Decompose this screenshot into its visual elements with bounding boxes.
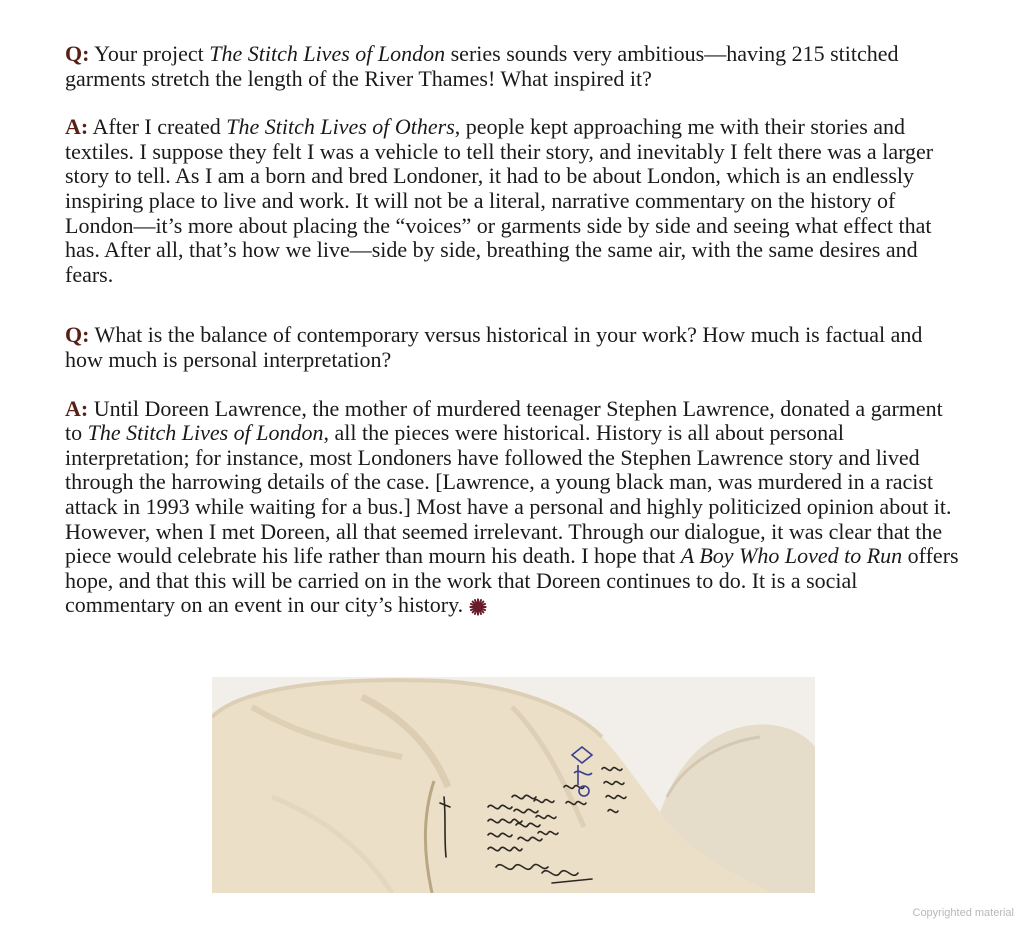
- work-title: The Stitch Lives of Others: [226, 114, 455, 140]
- question-label: Q:: [65, 322, 90, 348]
- question-text: Your project: [89, 41, 210, 66]
- series-title: The Stitch Lives of London: [209, 41, 446, 66]
- answer-1: [65, 115, 965, 287]
- article-body: [65, 42, 965, 618]
- question-label: Q:: [65, 41, 90, 66]
- answer-text: After I created: [88, 114, 227, 140]
- answer-text: , all the pieces were historical. History is all about personal interpretation; for instance, most Londoners have followed the Stephen Lawrence story and lived through the harrowing details of the case. [Lawrence, a young black man, was murdered in a racist attack in 1993 while waiting for a bus.] Most have a personal and highly politicized opinion about it. However, when I met Doreen, all that seemed irrelevant. Through our dialogue, it was clear that the piece would celebrate his life rather than mourn his death. I hope that: [65, 420, 952, 569]
- starburst-icon: [469, 597, 487, 615]
- answer-2: [65, 397, 965, 618]
- garment-title: A Boy Who Loved to Run: [680, 543, 903, 569]
- answer-text: Until Doreen Lawrence, the mother of murdered teenager Stephen Lawrence, donated a garment to: [65, 395, 943, 446]
- series-title: The Stitch Lives of London: [87, 420, 324, 446]
- answer-text: , people kept approaching me with their stories and textiles. I suppose they felt I was a vehicle to tell their story, and inevitably I felt there was a larger story to tell. As I am a born and bred Londoner, it had to be about London, which is an endlessly inspiring place to live and work. It will not be a literal, narrative commentary on the history of London—it’s more about placing the “voices” or garments side by side and seeing what effect that has. After all, that’s how we live—side by side, breathing the same air, with the same desires and fears.: [65, 114, 934, 287]
- question-2: [65, 323, 965, 372]
- copyright-notice: Copyrighted material: [912, 907, 1014, 919]
- answer-text: offers hope, and that this will be carried on in the work that Doreen continues to do. It is a social commentary on an event in our city’s history.: [65, 543, 959, 618]
- answer-label: A:: [65, 114, 89, 140]
- question-text: What is the balance of contemporary versus historical in your work? How much is factual and how much is personal interpretation?: [65, 322, 923, 372]
- question-text: series sounds very ambitious—having 215 stitched garments stretch the length of the River Thames! What inspired it?: [65, 41, 899, 91]
- garment-photo: [212, 677, 815, 893]
- question-1: [65, 42, 965, 91]
- answer-label: A:: [65, 395, 89, 421]
